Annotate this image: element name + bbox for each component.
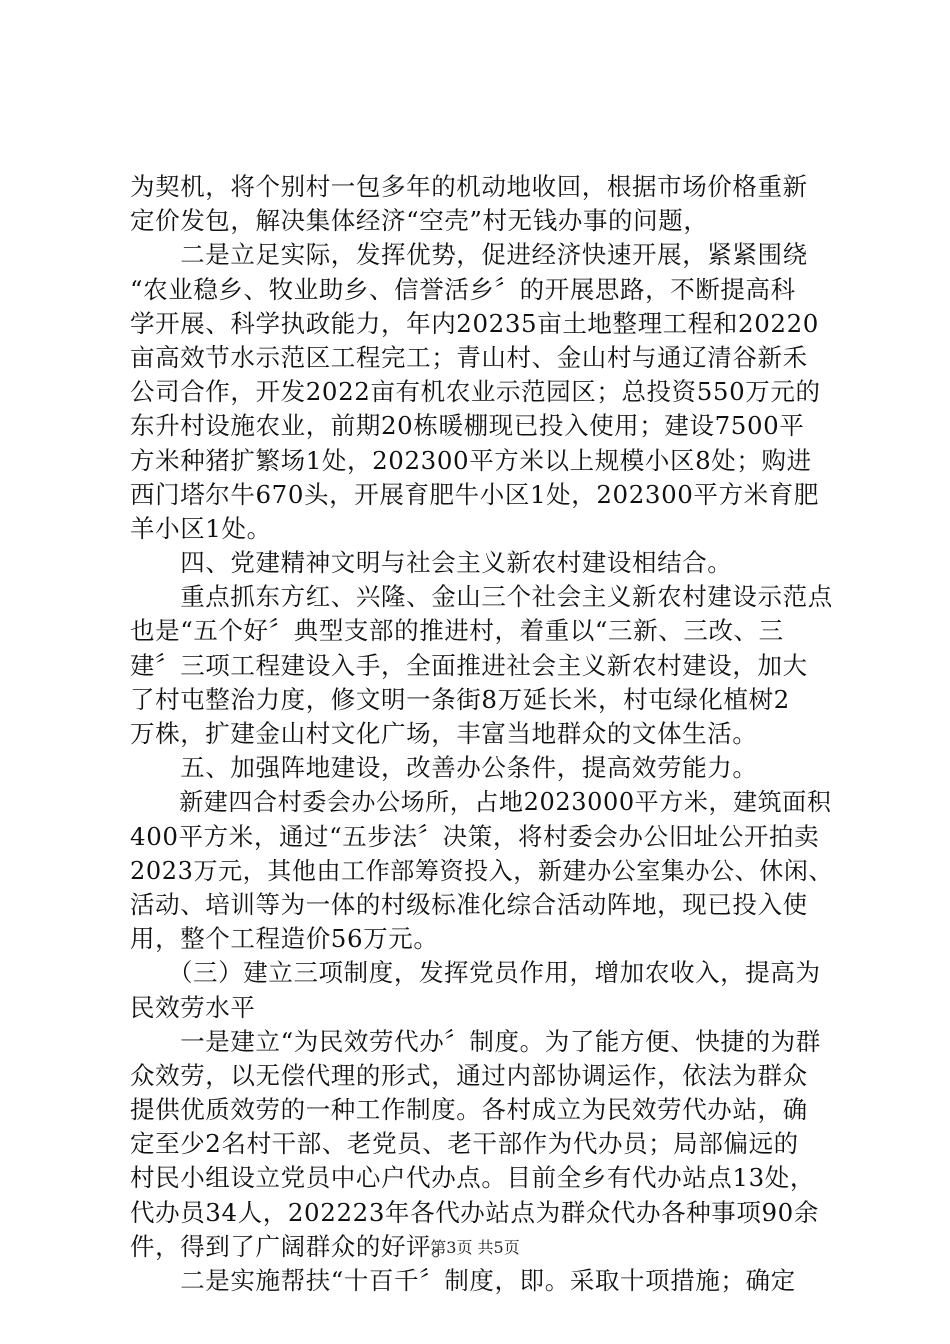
text-line: 四、党建精神文明与社会主义新农村建设相结合。 [130, 548, 733, 578]
text-line: 西门塔尔牛670头，开展育肥牛小区1处，202300平方米育肥 [130, 479, 819, 509]
text-line: 东升村设施农业，前期20栋暖棚现已投入使用；建设7500平 [130, 411, 805, 441]
text-line: 提供优质效劳的一种工作制度。各村成立为民效劳代办站，确 [130, 1095, 808, 1125]
document-body [130, 170, 834, 1298]
text-line: 定价发包，解决集体经济“空壳”村无钱办事的问题， [130, 206, 709, 236]
text-line: （三）建立三项制度，发挥党员作用，增加农收入，提高为 [130, 958, 821, 988]
text-line: 二是实施帮扶“十百千〞制度，即。采取十项措施；确定 [130, 1266, 796, 1295]
text-line: 众效劳，以无偿代理的形式，通过内部协调运作，依法为群众 [130, 1060, 808, 1090]
text-line: 亩高效节水示范区工程完工；青山村、金山村与通辽清谷新禾 [130, 342, 808, 372]
text-line: 建〞三项工程建设入手，全面推进社会主义新农村建设，加大 [130, 650, 808, 680]
text-line: 村民小组设立党员中心户代办点。目前全乡有代办站点13处， [130, 1163, 815, 1193]
text-line: “农业稳乡、牧业助乡、信誉活乡〞的开展思路，不断提高科 [130, 274, 796, 304]
text-line: 一是建立“为民效劳代办〞制度。为了能方便、快捷的为群 [130, 1026, 821, 1056]
text-line: 五、加强阵地建设，改善办公条件，提高效劳能力。 [130, 753, 758, 783]
text-line: 学开展、科学执政能力，年内20235亩土地整理工程和20220 [130, 308, 819, 338]
text-line: 二是立足实际，发挥优势，促进经济快速开展，紧紧围绕 [130, 240, 808, 270]
text-line: 400平方米，通过“五步法〞决策，将村委会办公旧址公开拍卖 [130, 821, 820, 851]
text-line: 用，整个工程造价56万元。 [130, 924, 439, 954]
text-line: 万株，扩建金山村文化广场，丰富当地群众的文体生活。 [130, 719, 758, 748]
page-footer: 第3页 共5页 [430, 1238, 520, 1257]
text-line: 了村屯整治力度，修文明一条街8万延长米，村屯绿化植树2 [130, 684, 790, 714]
text-line: 公司合作，开发2022亩有机农业示范园区；总投资550万元的 [130, 377, 821, 407]
text-line: 新建四合村委会办公场所，占地2023000平方米，建筑面积 [130, 788, 832, 817]
text-line: 代办员34人，202223年各代办站点为群众代办各种事项90余 [130, 1197, 819, 1227]
text-line: 羊小区1处。 [130, 513, 272, 543]
text-line: 也是“五个好〞典型支部的推进村，着重以“三新、三改、三 [130, 616, 784, 646]
text-line: 活动、培训等为一体的村级标准化综合活动阵地，现已投入使 [130, 889, 808, 919]
text-line: 民效劳水平 [130, 992, 256, 1022]
text-line: 为契机，将个别村一包多年的机动地收回，根据市场价格重新 [130, 172, 808, 201]
text-line: 2023万元，其他由工作部筹资投入，新建办公室集办公、休闲、 [130, 856, 834, 885]
text-line: 方米种猪扩繁场1处，202300平方米以上规模小区8处；购进 [130, 445, 812, 475]
text-line: 件，得到了广阔群众的好评。 [130, 1231, 457, 1261]
text-line: 定至少2名村干部、老党员、老干部作为代办员；局部偏远的 [130, 1129, 799, 1159]
text-line: 重点抓东方红、兴隆、金山三个社会主义新农村建设示范点 [130, 582, 833, 612]
